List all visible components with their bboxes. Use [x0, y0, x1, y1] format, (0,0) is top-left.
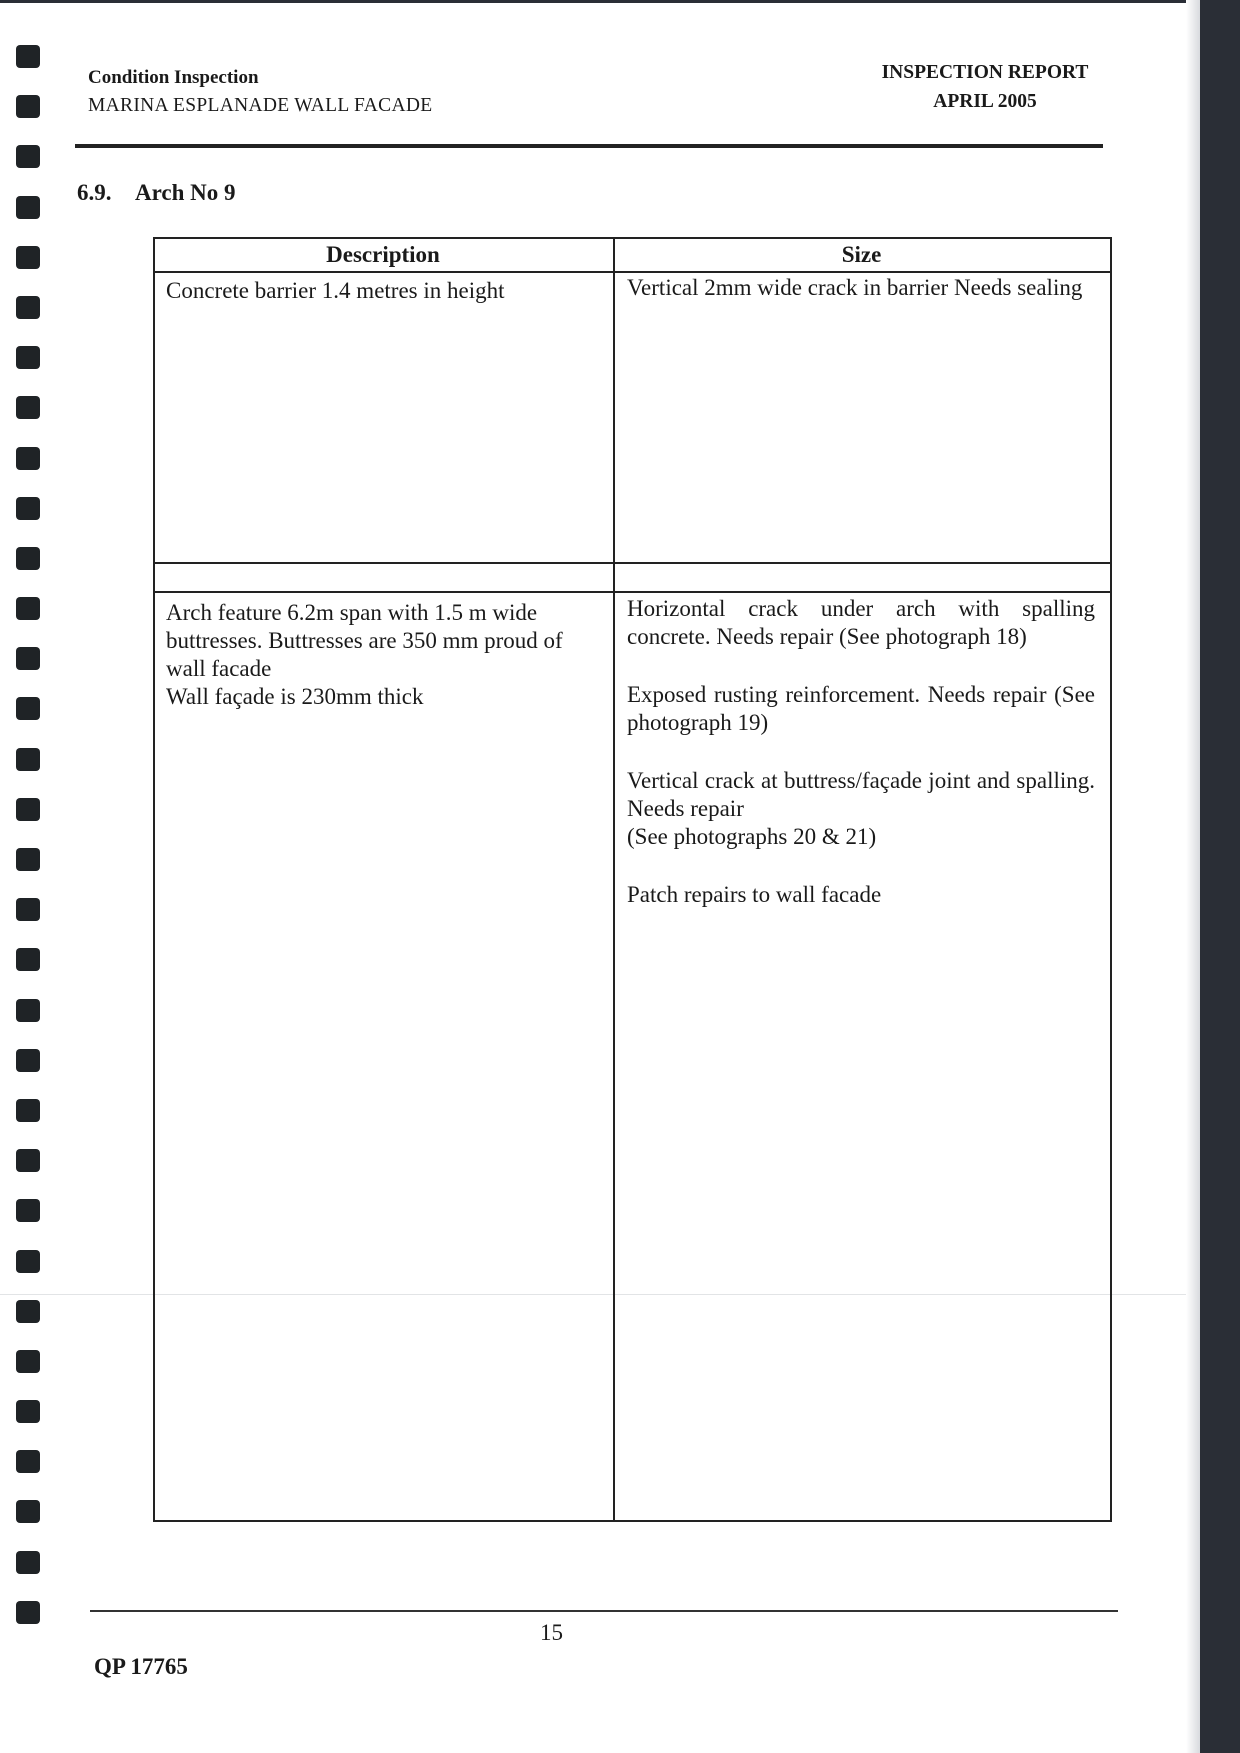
description-text: Wall façade is 230mm thick [166, 684, 424, 709]
section-heading [77, 180, 236, 206]
table-row-3-description [166, 599, 602, 711]
binding-hole [16, 1500, 40, 1523]
page-number: 15 [540, 1620, 563, 1645]
table-row-1-size [627, 274, 1095, 302]
binding-hole [16, 999, 40, 1022]
table-header-description: Description [326, 242, 440, 267]
binding-hole [16, 497, 40, 520]
binding-hole [16, 1049, 40, 1072]
size-text: Vertical crack at buttress/façade joint and spalling. Needs repair [627, 768, 1095, 821]
binding-holes [16, 45, 42, 1651]
footer-rule [90, 1610, 1118, 1612]
binding-hole [16, 1149, 40, 1172]
document-code: QP 17765 [94, 1654, 188, 1679]
report-header [88, 64, 432, 120]
binding-hole [16, 145, 40, 168]
table-row-rule [153, 562, 1110, 564]
binding-hole [16, 95, 40, 118]
binding-hole [16, 1099, 40, 1122]
table-row-1-description [166, 277, 602, 305]
binding-hole [16, 697, 40, 720]
binding-hole [16, 196, 40, 219]
binding-hole [16, 948, 40, 971]
header-rule [75, 144, 1103, 148]
binding-hole [16, 547, 40, 570]
binding-hole [16, 1250, 40, 1273]
header-title: Condition Inspection [88, 67, 259, 88]
table-column-divider [613, 237, 615, 1520]
size-text: Vertical 2mm wide crack in barrier Needs sealing [627, 275, 1083, 300]
scan-top-edge [0, 0, 1240, 3]
binding-hole [16, 798, 40, 821]
table-row-3-size [627, 595, 1095, 909]
binding-hole [16, 748, 40, 771]
binding-hole [16, 848, 40, 871]
scan-edge-shadow [1186, 0, 1200, 1753]
table-header-size: Size [841, 242, 882, 267]
binding-hole [16, 296, 40, 319]
header-subtitle: MARINA ESPLANADE WALL FACADE [88, 95, 433, 116]
binding-hole [16, 1300, 40, 1323]
description-text: Arch feature 6.2m span with 1.5 m wide buttresses. Buttresses are 350 mm proud of wall facade [166, 600, 563, 681]
binding-hole [16, 246, 40, 269]
size-text: Patch repairs to wall facade [627, 882, 882, 907]
binding-hole [16, 647, 40, 670]
binding-hole [16, 1350, 40, 1373]
description-text: Concrete barrier 1.4 metres in height [166, 278, 505, 303]
size-text: Horizontal crack under arch with spalling concrete. Needs repair (See photograph 18) [627, 596, 1095, 649]
size-text: Exposed rusting reinforcement. Needs repair (See photograph 19) [627, 682, 1095, 735]
report-date: APRIL 2005 [933, 91, 1037, 112]
binding-hole [16, 1400, 40, 1423]
binding-hole [16, 1551, 40, 1574]
binding-hole [16, 1199, 40, 1222]
binding-hole [16, 1450, 40, 1473]
binding-hole [16, 447, 40, 470]
size-text: (See photographs 20 & 21) [627, 824, 877, 849]
binding-hole [16, 396, 40, 419]
table-row-rule [153, 591, 1110, 593]
binding-hole [16, 45, 40, 68]
table-header-rule [153, 271, 1110, 273]
binding-hole [16, 898, 40, 921]
binding-hole [16, 1601, 40, 1624]
scan-right-edge [1200, 0, 1240, 1753]
inspection-table [153, 237, 1110, 1520]
section-number: 6.9. [77, 180, 112, 205]
section-title: Arch No 9 [135, 180, 236, 205]
binding-hole [16, 597, 40, 620]
report-header-right [850, 58, 1120, 116]
report-title: INSPECTION REPORT [881, 62, 1089, 83]
binding-hole [16, 346, 40, 369]
